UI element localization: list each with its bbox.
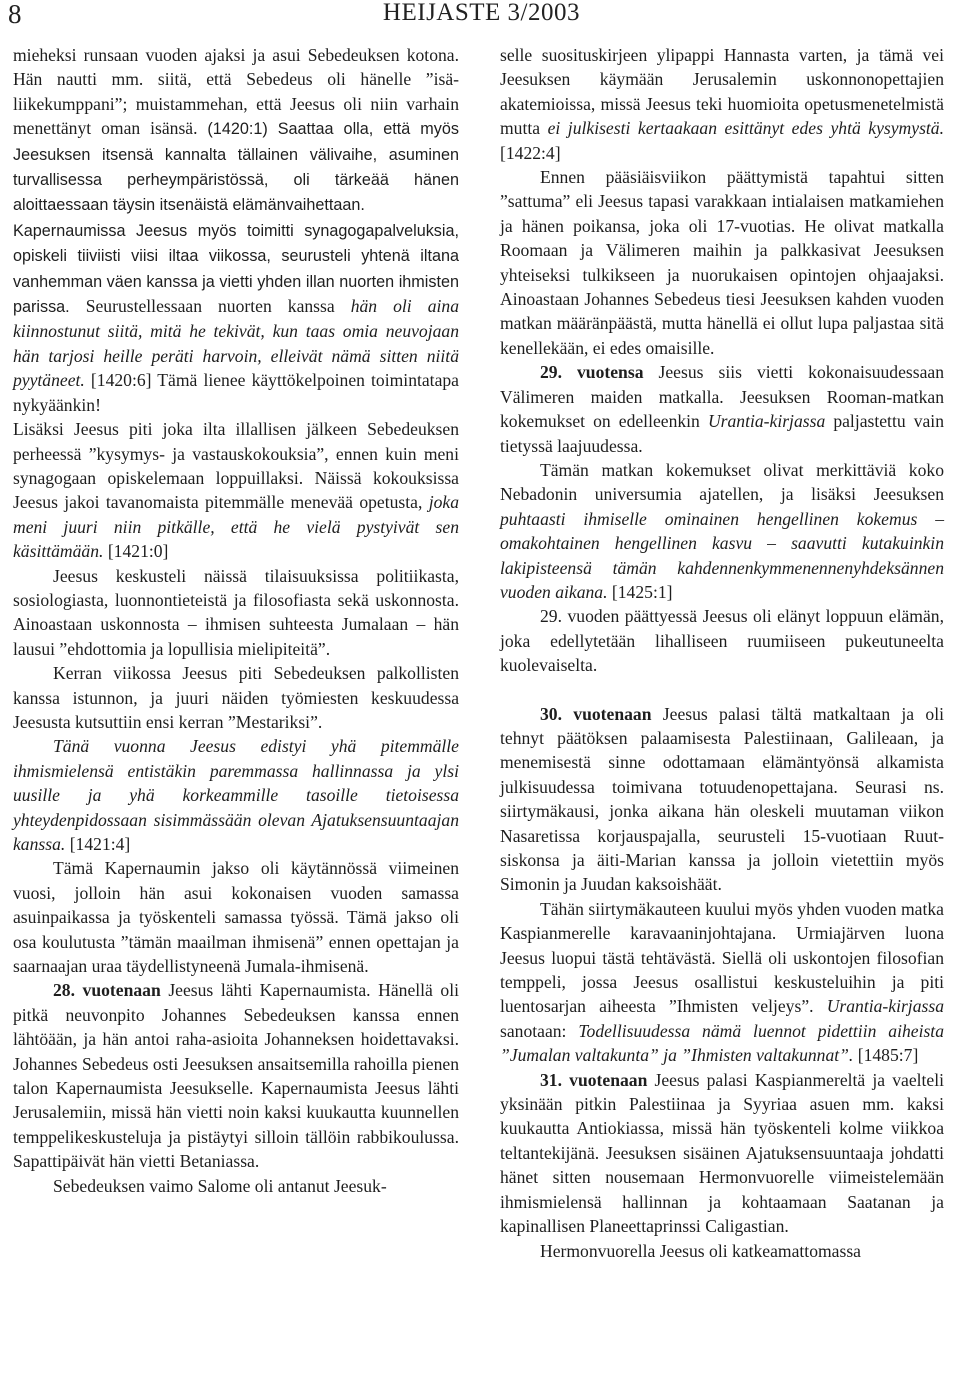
italic-quote: joka meni juuri niin pitkälle, että he vielä pystyivät sen käsittämään.	[13, 492, 459, 562]
paragraph	[13, 661, 459, 734]
text-run: Kerran viikossa Jeesus piti Sebedeuksen palkollisten kanssa istunnon, ja juuri näiden työmiesten keskuudessa Jeesusta kutsuttiin ensi kerran ”Mestariksi”.	[13, 663, 459, 732]
text-run: Jeesus keskusteli näissä tilaisuuksissa politiikasta, sosiologiasta, luonnontieteistä ja filosofiasta sekä uskonnosta. Ainoastaan uskonnosta – ihmisen suhteesta Jumalaan – hän lausui ”ehdottomia ja lopullisia mielipiteitä”.	[13, 565, 459, 659]
text-run: Hermonvuorella Jeesus oli katkeamattomassa	[540, 1240, 861, 1261]
bold-lead: 31. vuotenaan	[540, 1069, 648, 1090]
bold-lead: 28. vuotenaan	[53, 980, 161, 1001]
text-run: [1485:7]	[853, 1045, 919, 1066]
text-run: Seurustellessaan nuorten kanssa	[69, 296, 351, 317]
paragraph	[500, 458, 944, 604]
paragraph	[13, 734, 459, 856]
text-run: selle suosituskirjeen ylipappi Hannasta varten, ja tämä vei Jeesuksen käymään Jerusalemin uskonnonopettajien akatemioissa, missä Jeesus teki huomioita opetusmenetelmistä mutta	[500, 45, 944, 139]
paragraph	[13, 564, 459, 662]
italic-quote: puhtaasti ihmiselle ominainen hengellinen kokemus – omakohtainen hengellinen kasvu – saavutti kutakuinkin lakipisteensä tämän kahdennenkymmenennenyhdeksännen vuoden aikana.	[500, 508, 944, 602]
paragraph	[13, 218, 459, 417]
italic-quote: hän oli aina kiinnostunut siitä, mitä he tekivät, kun taas omia neuvojaan hän tarjosi heille peräti harvoin, elleivät nämä sitten niitä pyytäneet.	[13, 296, 459, 391]
paragraph	[500, 1068, 944, 1239]
sans-text: (1420:1) Saattaa olla, että myös Jeesuksen itsensä kannalta tällainen välivaihe, asuminen turvallisessa perheympäristössä, oli tärkeää hänen aloittaessaan täysin itsenäistä elämänvaihettaan.	[13, 120, 459, 215]
text-run: Jeesus palasi tältä matkaltaan ja oli tehnyt päätöksen palaamisesta Palestiinaan, Galileaan, ja menemisestä sinne odottamaan elämäntyönsä alkamista julkisuudessa toimivana totuudenopettajana. Seurasi ns. siirtymäkausi, jonka aikana hän oleskeli muutaman viikon Nasaretissa korjauspajalla, seurusteli 15-vuotiaan Ruut-siskonsa ja äiti-Marian kanssa ja jolloin vietettiin myös Simonin ja Juudan kaksoishäät.	[500, 703, 944, 895]
paragraph	[500, 897, 944, 1068]
text-run: Jeesus lähti Kapernaumista. Hänellä oli pitkä neuvonpito Johannes Sebedeuksen kanssa ennen lähtöään, ja hän antoi raha-asioita Johanneksen hoidettavaksi. Johannes Sebedeus osti Jeesuksen ansaitsemilla rahoilla pienen talon Kapernaumista Jeesukselle. Kapernaumista Jeesus lähti Jerusalemiin, missä hän vietti noin kaksi kuukautta kuunnellen temppelikeskusteluja ja pistäytyi silloin tällöin rabbikoulussa. Sapattipäivät hän vietti Betaniassa.	[13, 980, 459, 1172]
italic-quote: Urantia-kirjassa	[826, 996, 944, 1017]
text-run: paljastettu vain tietyssä laajuudessa.	[500, 411, 944, 456]
paragraph	[500, 43, 944, 165]
paragraph	[13, 43, 459, 218]
paragraph	[500, 165, 944, 360]
text-run: Jeesus siis vietti kokonaisuudessaan Välimeren maiden matkalla. Jeesuksen Rooman-matkan kokemukset on edelleenkin	[500, 362, 945, 432]
bold-lead: 30. vuotenaan	[540, 703, 652, 724]
text-run: Lisäksi Jeesus piti joka ilta illallisen jälkeen Sebedeuksen perheessä ”kysymys- ja vastauskokouksia”, ennen kuin meni synagogaan opiskelemaan loppuillaksi. Näissä kokouksissa Jeesus jakoi tavanomaista pitemmälle menevää opetusta,	[13, 419, 459, 513]
text-run: [1421:4]	[65, 834, 131, 854]
paragraph	[13, 417, 459, 563]
italic-quote: ei julkisesti kertaakaan esittänyt edes yhtä kysymystä.	[547, 118, 944, 139]
italic-quote: Tänä vuonna Jeesus edistyi yhä pitemmälle ihmismielensä entistäkin paremmassa hallinnassa ja ylsi uusille ja yhä korkeammille tasoille tietoisessa yhteydenpidossaan sisimmässään olevan Ajatuksensuuntaajan kanssa.	[13, 736, 459, 854]
text-run: 29. vuoden päättyessä Jeesus oli elänyt loppuun elämän, joka edellytetään lihalliseen ruumiiseen pukeutuneelta kuolevaiselta.	[500, 606, 944, 676]
paragraph	[500, 1239, 944, 1263]
page-header	[0, 0, 960, 40]
italic-quote: Urantia-kirjassa	[707, 411, 826, 432]
text-run: Tähän siirtymäkauteen kuului myös yhden vuoden matka Kaspianmerelle karavaaninjohtajana. Urmiajärven luona Jeesus luopui tästä tehtävästä. Siellä oli uskontojen filosofian temppeli, jossa Jeesus osallistui keskusteluihin ja piti luentosarjan aiheesta ”Ihmisten veljeys”.	[500, 898, 944, 1017]
text-run: [1422:4]	[500, 142, 561, 163]
paragraph	[13, 856, 459, 978]
text-run: Jeesus palasi Kaspianmereltä ja vaelteli yksinään pitkin Palestiinaa ja Syyriaa asuen mm. kaksi kuukautta Antiokiassa, missä hän työskenteli kolme viikkoa teltantekijänä. Jeesuksen sisäinen Ajatuksensuuntaaja johdatti hänet sitten nousemaan Hermonvuorelle viimeistelemään ihmismielensä hallinnan ja kohtaamaan Saatanan ja kapinallisen Planeettaprinssi Caligastian.	[500, 1069, 944, 1237]
italic-quote: Todellisuudessa nämä luennot pidettiin aiheista ”Jumalan valtakunta” ja ”Ihmisten valtakunnat”.	[500, 1020, 944, 1066]
paragraph	[13, 1174, 459, 1198]
paragraph	[500, 702, 944, 897]
sans-text: Kapernaumissa Jeesus myös toimitti synagogapalveluksia, opiskeli tiiviisti viisi iltaa viikossa, seurusteli yhtenä iltana vanhemman väen kanssa ja vietti yhden illan nuorten ihmisten parissa.	[13, 221, 459, 317]
left-column	[13, 43, 459, 1198]
paragraph	[13, 978, 459, 1173]
right-column	[500, 43, 944, 1263]
text-run: sanotaan:	[500, 1020, 579, 1041]
text-run: [1425:1]	[607, 581, 673, 602]
text-run: Tämä Kapernaumin jakso oli käytännössä viimeinen vuosi, jolloin hän asui kokonaisen vuoden samassa asuinpaikassa ja työskenteli samassa työssä. Tämä jakso oli osa koulutusta ”tämän maailman ihmisenä” ennen opettajan ja saarnaajan uraa täydellistyneenä Jumala-ihmisenä.	[13, 858, 459, 977]
text-run: Ennen pääsiäisviikon päättymistä tapahtui sitten ”sattuma” eli Jeesus tapasi varakkaan intialaisen matkamiehen ja hänen poikansa, joka oli 17-vuotias. He olivat matkalla Roomaan ja Välimeren maihin ja palkkasivat Jeesuksen yhteiseksi tulkikseen ja nuorukaisen opintojen ohjaajaksi. Ainoastaan Johannes Sebedeus tiesi Jeesuksen kahden vuoden matkan määränpäästä, mutta hänellä ei ollut lupa paljastaa sitä kenellekään, ei edes omaisille.	[500, 167, 944, 358]
text-run: [1421:0]	[103, 541, 169, 562]
text-run: Sebedeuksen vaimo Salome oli antanut Jeesuk-	[53, 1175, 387, 1196]
bold-lead: 29. vuotensa	[540, 362, 644, 383]
text-run: [1420:6] Tämä lienee käyttökelpoinen toimintatapa nykyäänkin!	[13, 370, 459, 415]
page-number: 8	[8, 0, 22, 29]
paragraph	[500, 604, 944, 677]
paragraph	[500, 360, 944, 458]
text-run: Tämän matkan kokemukset olivat merkittäviä koko Nebadonin universumia ajatellen, ja lisäksi Jeesuksen	[500, 459, 944, 505]
text-run: mieheksi runsaan vuoden ajaksi ja asui Sebedeuksen kotona. Hän nautti mm. siitä, että Sebedeus oli hänelle ”isä-liikekumppani”; muistammehan, että Jeesus oli niin varhain menettänyt oman isänsä.	[13, 45, 459, 139]
magazine-title: HEIJASTE 3/2003	[382, 0, 580, 26]
